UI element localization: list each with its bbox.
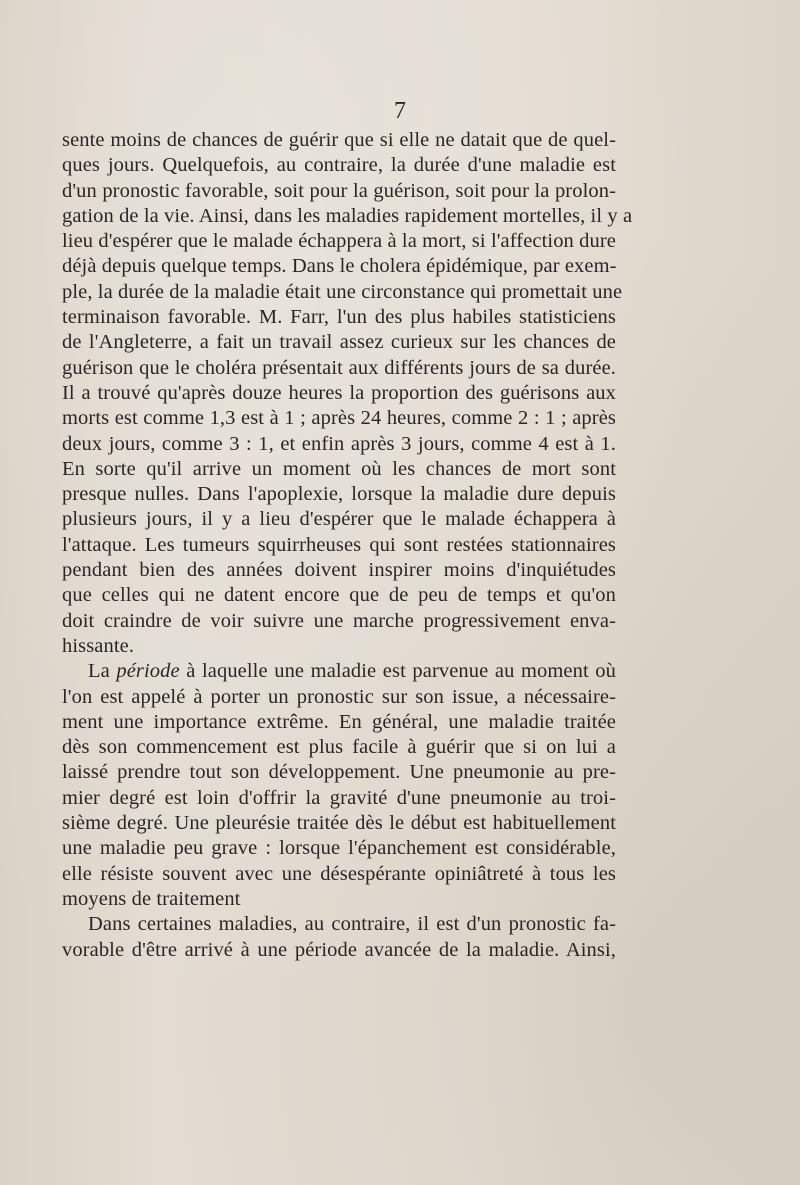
text-segment: guérison que le choléra présentait aux différents jours de sa durée. bbox=[62, 356, 616, 379]
text-segment: ment une importance extrême. En général, une maladie traitée bbox=[62, 710, 616, 733]
text-line bbox=[62, 659, 616, 684]
text-line bbox=[62, 280, 623, 305]
text-line bbox=[62, 735, 616, 760]
text-line bbox=[62, 685, 616, 710]
text-segment: déjà depuis quelque temps. Dans le cholera épidémique, par exem- bbox=[62, 255, 617, 278]
text-segment: pendant bien des années doivent inspirer moins d'inquiétudes bbox=[62, 559, 616, 582]
text-segment: sième degré. Une pleurésie traitée dès le début est habituellement bbox=[62, 812, 616, 835]
text-line bbox=[62, 204, 633, 229]
text-line bbox=[62, 229, 616, 254]
text-segment: presque nulles. Dans l'apoplexie, lorsque la maladie dure depuis bbox=[62, 483, 616, 506]
text-line bbox=[62, 254, 616, 279]
text-segment: deux jours, comme 3 : 1, et enfin après 3 jours, comme 4 est à 1. bbox=[62, 432, 616, 455]
text-line bbox=[62, 609, 616, 634]
text-line bbox=[62, 406, 616, 431]
text-segment: vorable d'être arrivé à une période avancée de la maladie. Ainsi, bbox=[62, 938, 616, 961]
text-line bbox=[62, 432, 616, 457]
text-segment: que celles qui ne datent encore que de peu de temps et qu'on bbox=[62, 584, 616, 607]
text-line bbox=[62, 179, 616, 204]
text-segment: mier degré est loin d'offrir la gravité d'une pneumonie au troi- bbox=[62, 786, 616, 809]
text-line bbox=[62, 710, 616, 735]
text-line bbox=[62, 558, 616, 583]
text-segment: La bbox=[88, 660, 117, 683]
text-segment: dès son commencement est plus facile à guérir que si on lui a bbox=[62, 736, 616, 759]
text-line bbox=[62, 836, 616, 861]
text-line bbox=[62, 887, 616, 912]
text-segment: Dans certaines maladies, au contraire, il est d'un pronostic fa- bbox=[88, 913, 616, 936]
text-segment: plusieurs jours, il y a lieu d'espérer que le malade échappera à bbox=[62, 508, 616, 531]
text-line bbox=[62, 760, 616, 785]
text-segment: l'on est appelé à porter un pronostic sur son issue, a nécessaire- bbox=[62, 685, 616, 708]
italic-word: période bbox=[116, 660, 180, 683]
text-segment: elle résiste souvent avec une désespérante opiniâtreté à tous les bbox=[62, 862, 616, 885]
text-line bbox=[62, 507, 616, 532]
text-segment: l'attaque. Les tumeurs squirrheuses qui sont restées stationnaires bbox=[62, 533, 616, 556]
text-segment: doit craindre de voir suivre une marche progressivement enva- bbox=[62, 609, 616, 632]
text-segment: hissante. bbox=[62, 634, 135, 657]
text-segment: terminaison favorable. M. Farr, l'un des plus habiles statisticiens bbox=[62, 306, 616, 329]
text-line bbox=[62, 305, 616, 330]
text-line bbox=[62, 912, 616, 937]
page-number: 7 bbox=[394, 98, 406, 124]
text-line bbox=[62, 356, 616, 381]
text-segment: ques jours. Quelquefois, au contraire, la durée d'une maladie est bbox=[62, 154, 616, 177]
text-segment: morts est comme 1,3 est à 1 ; après 24 heures, comme 2 : 1 ; après bbox=[62, 407, 616, 430]
text-segment: une maladie peu grave : lorsque l'épanchement est considérable, bbox=[62, 837, 616, 860]
text-segment: ple, la durée de la maladie était une circonstance qui promettait une bbox=[62, 280, 623, 303]
text-segment: laissé prendre tout son développement. Une pneumonie au pre- bbox=[62, 761, 616, 784]
text-line bbox=[62, 634, 616, 659]
text-segment: moyens de traitement bbox=[62, 887, 241, 910]
text-line bbox=[62, 153, 616, 178]
text-segment: sente moins de chances de guérir que si elle ne datait que de quel- bbox=[62, 129, 616, 151]
text-segment: En sorte qu'il arrive un moment où les chances de mort sont bbox=[62, 457, 616, 480]
text-segment: à laquelle une maladie est parvenue au moment où bbox=[179, 660, 617, 683]
body-text bbox=[62, 128, 633, 963]
text-segment: d'un pronostic favorable, soit pour la guérison, soit pour la prolon- bbox=[62, 179, 616, 202]
text-line bbox=[62, 457, 616, 482]
text-line bbox=[62, 862, 616, 887]
text-line bbox=[62, 128, 616, 153]
text-segment: lieu d'espérer que le malade échappera à la mort, si l'affection dure bbox=[62, 230, 616, 253]
text-line bbox=[62, 330, 616, 355]
text-line bbox=[62, 786, 616, 811]
text-line bbox=[62, 482, 616, 507]
text-line bbox=[62, 533, 616, 558]
text-line bbox=[62, 938, 616, 963]
text-segment: Il a trouvé qu'après douze heures la proportion des guérisons aux bbox=[62, 381, 616, 404]
text-line bbox=[62, 583, 616, 608]
text-segment: gation de la vie. Ainsi, dans les maladies rapidement mortelles, il y a bbox=[62, 204, 633, 227]
text-line bbox=[62, 381, 616, 406]
text-line bbox=[62, 811, 616, 836]
text-segment: de l'Angleterre, a fait un travail assez curieux sur les chances de bbox=[62, 331, 616, 354]
